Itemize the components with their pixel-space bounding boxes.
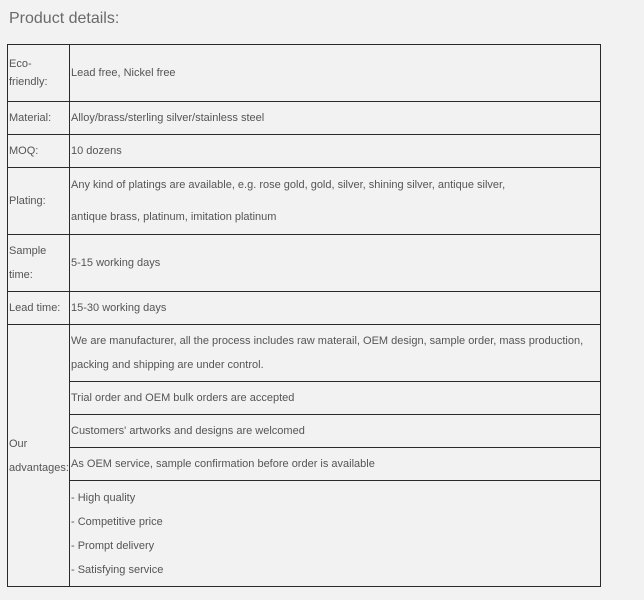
row-label: Plating: <box>8 168 70 235</box>
table-row <box>8 135 601 168</box>
table-row <box>8 325 601 382</box>
value-line: Customers' artworks and designs are welcomed <box>71 425 305 437</box>
row-label: MOQ: <box>8 135 70 168</box>
value-line: - Competitive price <box>71 515 163 528</box>
row-label: Eco-friendly: <box>8 45 70 102</box>
row-label: Sample time: <box>8 235 70 292</box>
value-line: packing and shipping are under control. <box>71 359 264 371</box>
row-label: Lead time: <box>8 292 70 325</box>
row-value <box>70 448 601 481</box>
value-line: - High quality <box>71 491 136 504</box>
value-line: We are manufacturer, all the process includes raw materail, OEM design, sample order, mass production, <box>71 335 584 347</box>
table-row <box>8 168 601 235</box>
table-row <box>8 448 601 481</box>
value-line: antique brass, platinum, imitation platinum <box>71 211 277 223</box>
table-row <box>8 382 601 415</box>
value-line: Lead free, Nickel free <box>71 67 176 79</box>
row-value <box>70 382 601 415</box>
value-line: - Satisfying service <box>71 563 164 576</box>
row-value <box>70 135 601 168</box>
value-line: Any kind of platings are available, e.g. rose gold, gold, silver, shining silver, antique silver, <box>71 179 506 191</box>
table-row <box>8 415 601 448</box>
row-value <box>70 481 601 587</box>
value-line: Alloy/brass/sterling silver/stainless steel <box>71 112 265 124</box>
table-row <box>8 235 601 292</box>
row-value <box>70 168 601 235</box>
row-value <box>70 102 601 135</box>
value-line: Trial order and OEM bulk orders are accepted <box>71 392 295 404</box>
row-value <box>70 415 601 448</box>
value-line: As OEM service, sample confirmation before order is available <box>71 458 375 470</box>
value-line: 10 dozens <box>71 145 122 157</box>
value-line: 5-15 working days <box>71 257 161 269</box>
row-value <box>70 45 601 102</box>
table-row <box>8 292 601 325</box>
value-line: - Prompt delivery <box>71 539 155 552</box>
row-value <box>70 325 601 382</box>
row-label-advantages: Our advantages: <box>8 325 70 587</box>
row-label: Material: <box>8 102 70 135</box>
row-value <box>70 292 601 325</box>
table-row <box>8 102 601 135</box>
row-value <box>70 235 601 292</box>
product-details-table <box>7 44 601 587</box>
table-row <box>8 481 601 587</box>
page-title: Product details: <box>9 10 120 27</box>
value-line: 15-30 working days <box>71 302 167 314</box>
table-row <box>8 45 601 102</box>
